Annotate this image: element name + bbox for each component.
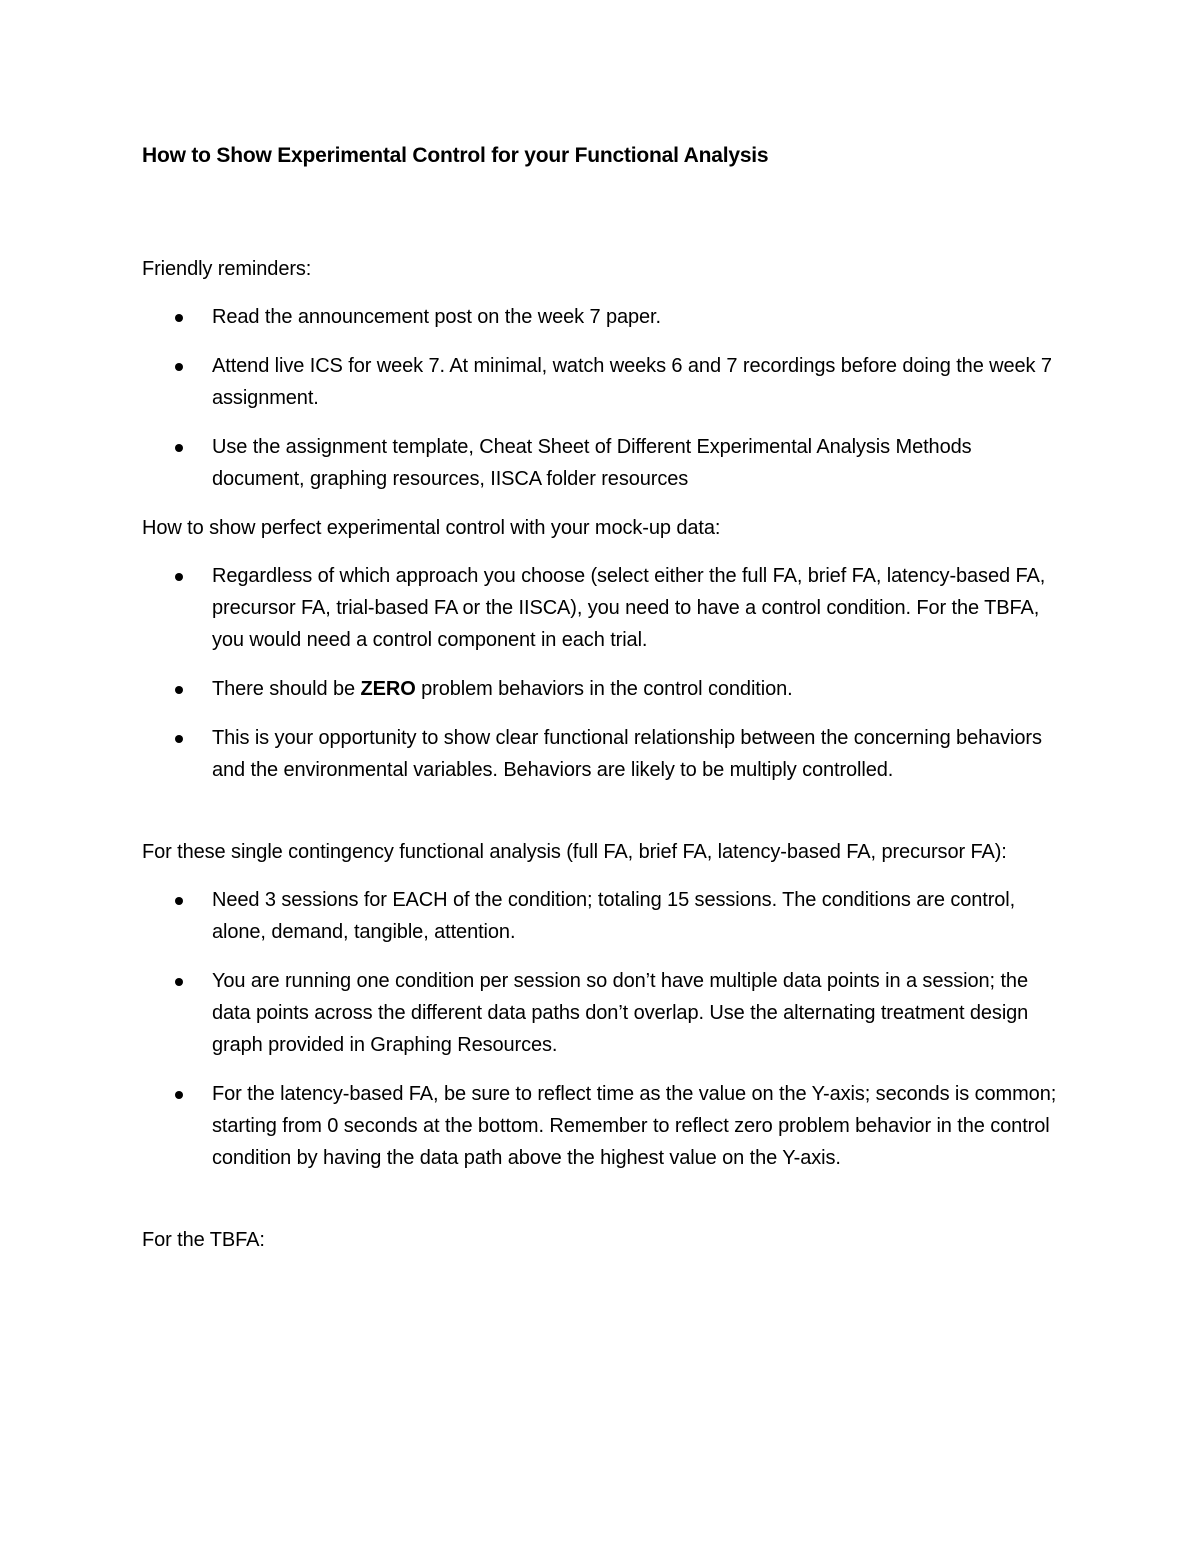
bullet-icon (175, 444, 183, 452)
list-item-text: Attend live ICS for week 7. At minimal, watch weeks 6 and 7 recordings before doing the week 7 assignment. (212, 355, 1052, 409)
bullet-icon (175, 314, 183, 322)
list-item-text-after: problem behaviors in the control condition. (415, 678, 793, 700)
bullet-icon (175, 686, 183, 694)
list-item (142, 965, 1062, 1061)
list-item-text: Read the announcement post on the week 7 paper. (212, 306, 661, 328)
list-item (142, 722, 1062, 786)
tbfa-heading: For the TBFA: (142, 1229, 265, 1251)
single-contingency-list (142, 884, 1062, 1174)
list-item-text: Need 3 sessions for EACH of the condition; totaling 15 sessions. The conditions are control, alone, demand, tangible, attention. (212, 889, 1016, 943)
bullet-icon (175, 897, 183, 905)
document-title: How to Show Experimental Control for your Functional Analysis (142, 144, 769, 167)
bullet-icon (175, 573, 183, 581)
list-item-text: Use the assignment template, Cheat Sheet of Different Experimental Analysis Methods document, graphing resources, IISCA folder resources (212, 436, 972, 490)
bullet-icon (175, 363, 183, 371)
list-item (142, 350, 1062, 414)
zero-emphasis: ZERO (360, 678, 416, 700)
list-item (142, 301, 1062, 333)
bullet-icon (175, 978, 183, 986)
single-contingency-heading: For these single contingency functional analysis (full FA, brief FA, latency-based FA, precursor FA): (142, 841, 1007, 863)
list-item-text: Regardless of which approach you choose (select either the full FA, brief FA, latency-based FA, precursor FA, trial-based FA or the IISCA), you need to have a control condition. For the TBFA, you would need a control component in each trial. (212, 565, 1046, 651)
bullet-icon (175, 1091, 183, 1099)
list-item-text: For the latency-based FA, be sure to reflect time as the value on the Y-axis; seconds is common; starting from 0 seconds at the bottom. Remember to reflect zero problem behavior in the control condition by having the data path above the highest value on the Y-axis. (212, 1083, 1057, 1169)
list-item (142, 673, 1062, 705)
list-item-text-before: There should be (212, 678, 361, 700)
reminders-heading: Friendly reminders: (142, 258, 312, 280)
list-item (142, 431, 1062, 495)
bullet-icon (175, 735, 183, 743)
reminders-list (142, 301, 1062, 495)
perfect-control-list (142, 560, 1062, 786)
perfect-control-heading: How to show perfect experimental control with your mock-up data: (142, 517, 721, 539)
list-item (142, 1078, 1062, 1174)
document-body (142, 142, 1062, 1256)
list-item-text: You are running one condition per session so don’t have multiple data points in a session; the data points across the different data paths don’t overlap. Use the alternating treatment design graph provided in Graphing Resources. (212, 970, 1029, 1056)
list-item (142, 560, 1062, 656)
list-item-text: This is your opportunity to show clear functional relationship between the concerning behaviors and the environmental variables. Behaviors are likely to be multiply controlled. (212, 727, 1042, 781)
list-item (142, 884, 1062, 948)
